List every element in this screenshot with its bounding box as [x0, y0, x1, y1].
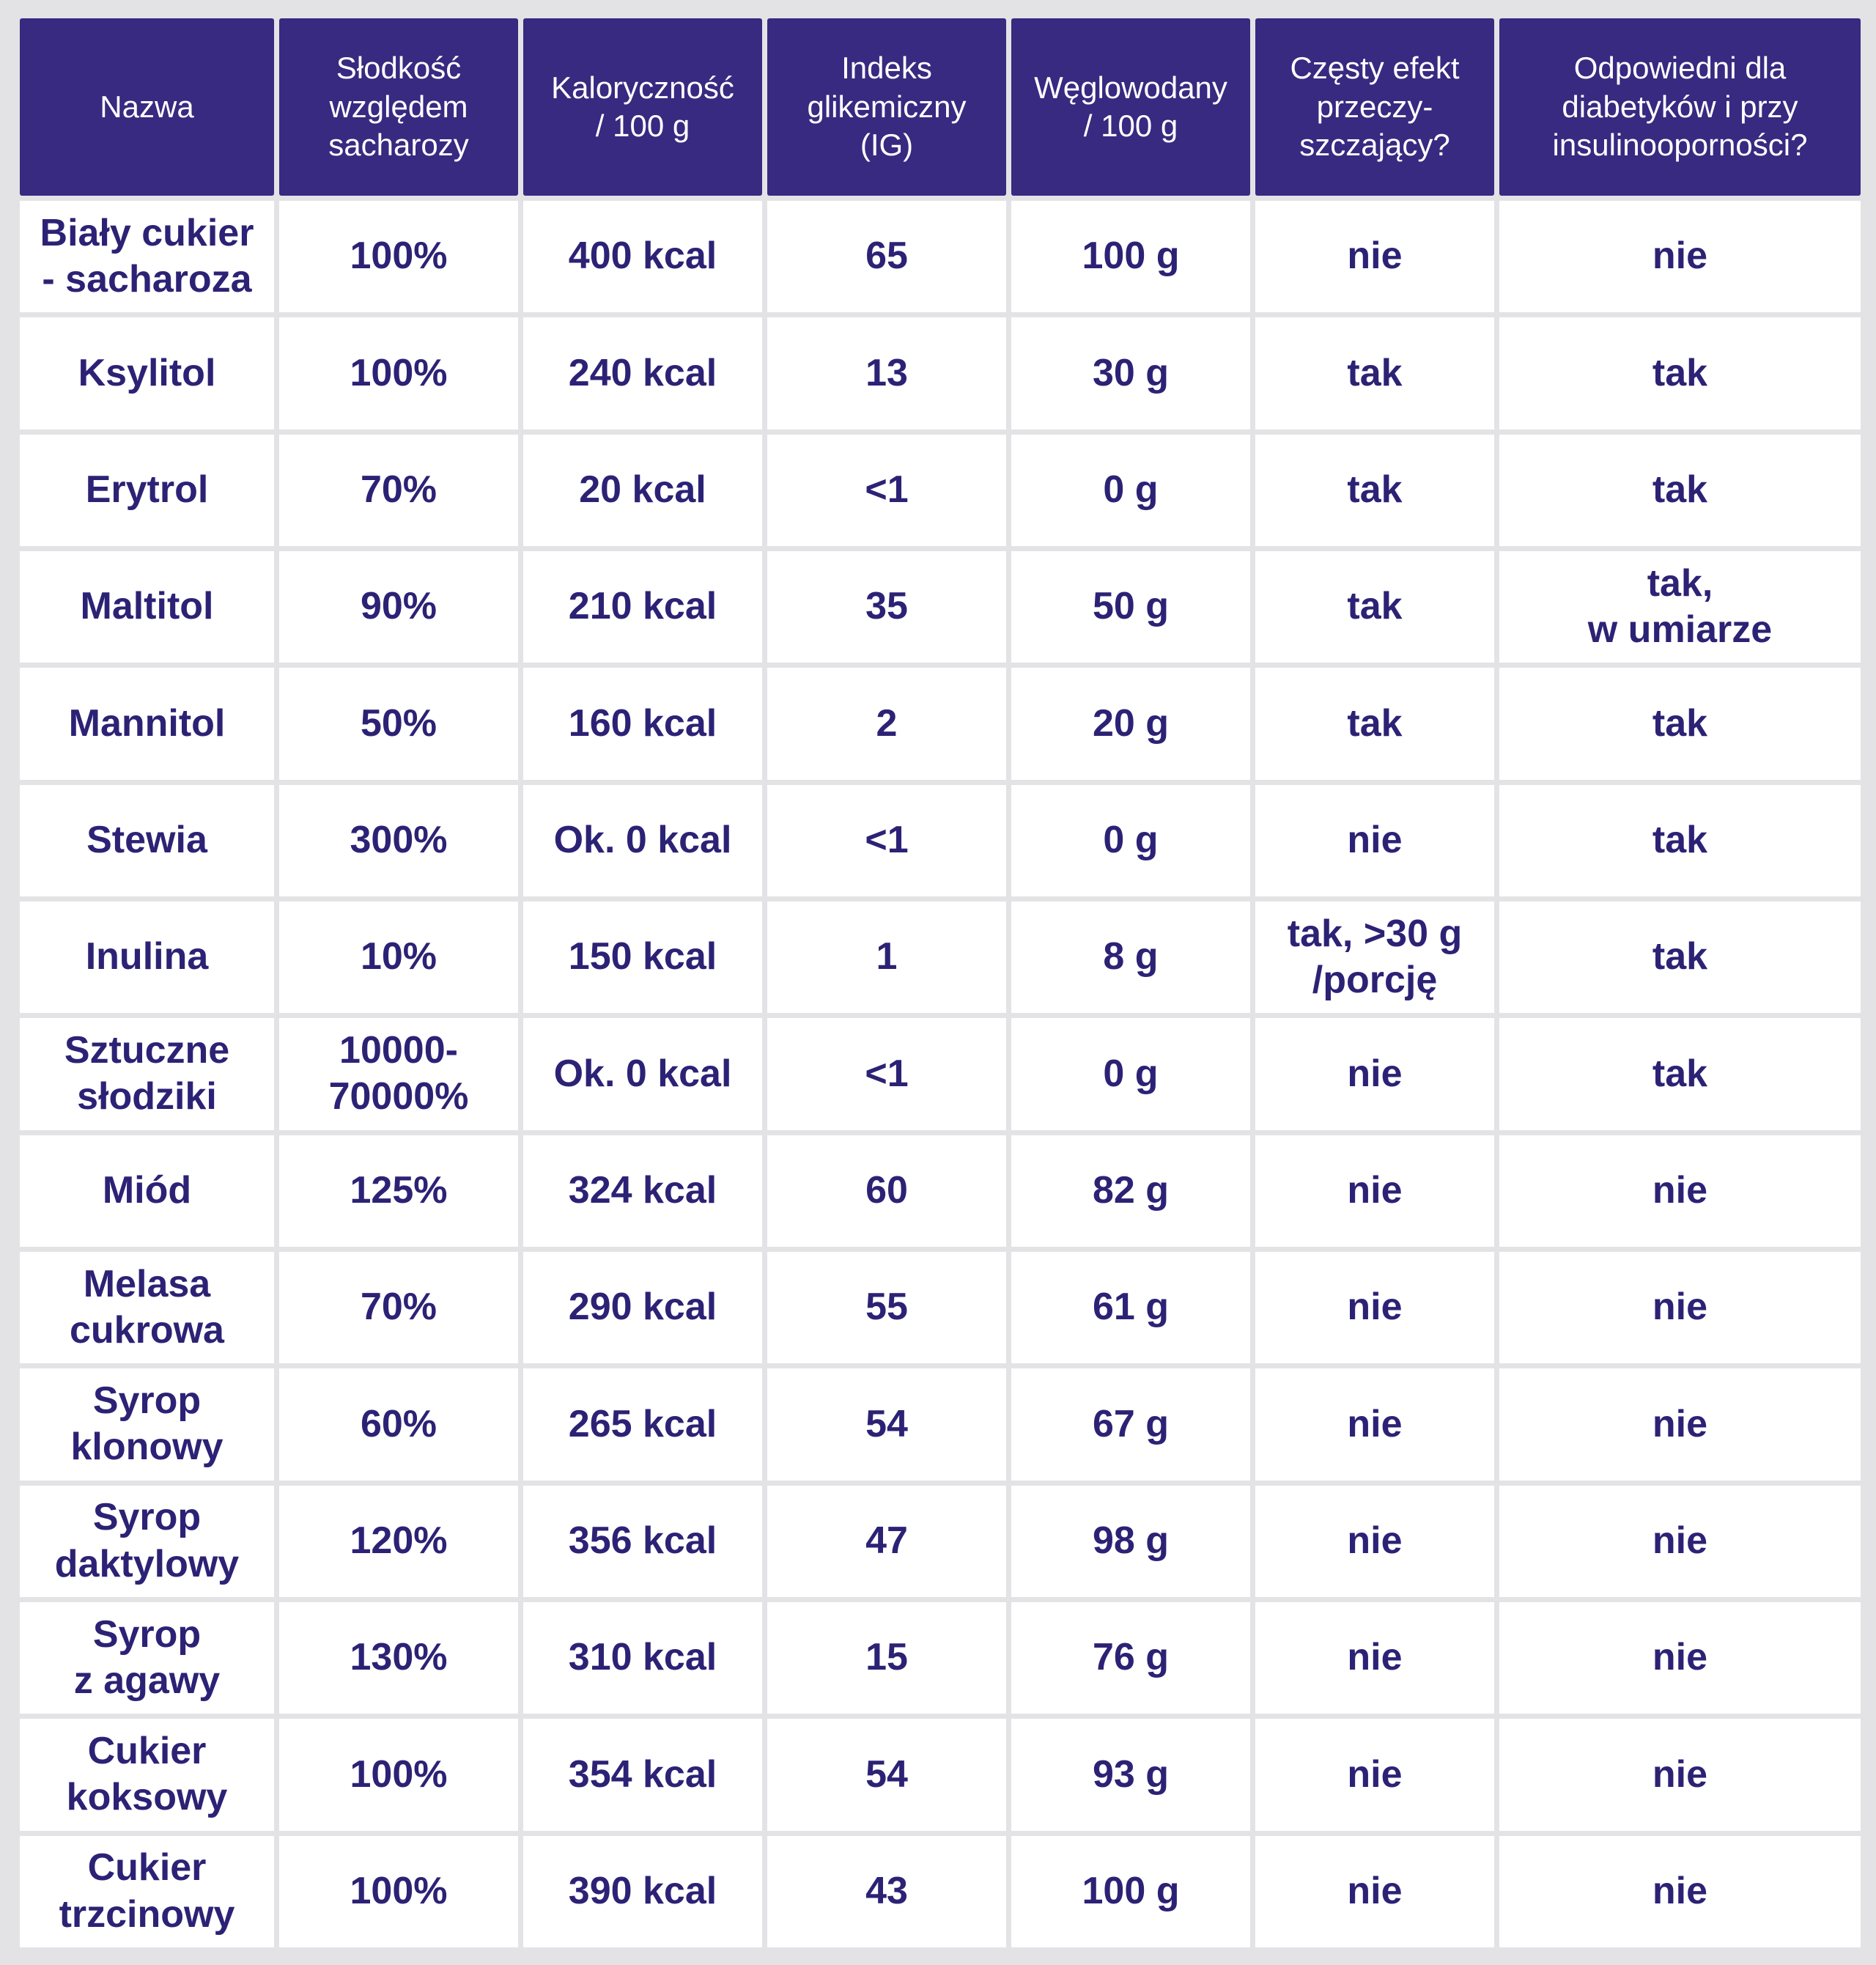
cell-laxative-effect: nie: [1255, 1018, 1494, 1129]
table-row: [20, 317, 1861, 429]
cell-laxative-effect: nie: [1255, 1368, 1494, 1480]
cell-carbohydrates: 98 g: [1011, 1486, 1250, 1597]
cell-carbohydrates: 82 g: [1011, 1135, 1250, 1247]
cell-calories: 160 kcal: [523, 668, 762, 779]
table-row: [20, 1486, 1861, 1597]
cell-name: Inulina: [20, 902, 274, 1013]
cell-name: Melasa cukrowa: [20, 1252, 274, 1363]
cell-sweetness: 125%: [279, 1135, 518, 1247]
column-header-diabetic-suitable: Odpowiedni dla diabetyków i przy insulinooporności?: [1499, 18, 1861, 196]
cell-carbohydrates: 61 g: [1011, 1252, 1250, 1363]
table-row: [20, 902, 1861, 1013]
cell-glycemic-index: <1: [767, 785, 1006, 896]
cell-glycemic-index: 65: [767, 201, 1006, 312]
cell-calories: 265 kcal: [523, 1368, 762, 1480]
cell-diabetic-suitable: nie: [1499, 1252, 1861, 1363]
cell-glycemic-index: 35: [767, 551, 1006, 663]
cell-glycemic-index: <1: [767, 1018, 1006, 1129]
cell-glycemic-index: 54: [767, 1719, 1006, 1830]
table-row: [20, 201, 1861, 312]
table-row: [20, 1135, 1861, 1247]
cell-diabetic-suitable: tak: [1499, 902, 1861, 1013]
table-row: [20, 1252, 1861, 1363]
cell-name: Mannitol: [20, 668, 274, 779]
cell-glycemic-index: 47: [767, 1486, 1006, 1597]
column-header-name: Nazwa: [20, 18, 274, 196]
cell-laxative-effect: nie: [1255, 1602, 1494, 1714]
cell-carbohydrates: 100 g: [1011, 201, 1250, 312]
cell-name: Ksylitol: [20, 317, 274, 429]
cell-carbohydrates: 0 g: [1011, 435, 1250, 546]
cell-laxative-effect: nie: [1255, 1486, 1494, 1597]
cell-diabetic-suitable: nie: [1499, 1836, 1861, 1947]
cell-glycemic-index: 13: [767, 317, 1006, 429]
cell-sweetness: 120%: [279, 1486, 518, 1597]
table-row: [20, 1018, 1861, 1129]
cell-carbohydrates: 20 g: [1011, 668, 1250, 779]
sweetener-comparison-table: [15, 13, 1866, 1953]
cell-diabetic-suitable: tak: [1499, 435, 1861, 546]
cell-carbohydrates: 67 g: [1011, 1368, 1250, 1480]
cell-glycemic-index: 55: [767, 1252, 1006, 1363]
cell-calories: 310 kcal: [523, 1602, 762, 1714]
cell-laxative-effect: nie: [1255, 201, 1494, 312]
table-body: [20, 201, 1861, 1947]
column-header-carbohydrates: Węglowodany / 100 g: [1011, 18, 1250, 196]
cell-laxative-effect: tak: [1255, 551, 1494, 663]
cell-diabetic-suitable: nie: [1499, 1368, 1861, 1480]
cell-calories: 354 kcal: [523, 1719, 762, 1830]
cell-calories: 20 kcal: [523, 435, 762, 546]
cell-name: Cukier koksowy: [20, 1719, 274, 1830]
column-header-laxative-effect: Częsty efekt przeczy- szczający?: [1255, 18, 1494, 196]
cell-glycemic-index: 60: [767, 1135, 1006, 1247]
cell-sweetness: 300%: [279, 785, 518, 896]
cell-name: Erytrol: [20, 435, 274, 546]
cell-glycemic-index: 15: [767, 1602, 1006, 1714]
cell-calories: Ok. 0 kcal: [523, 785, 762, 896]
cell-calories: Ok. 0 kcal: [523, 1018, 762, 1129]
cell-sweetness: 10%: [279, 902, 518, 1013]
cell-glycemic-index: 43: [767, 1836, 1006, 1947]
cell-sweetness: 10000- 70000%: [279, 1018, 518, 1129]
cell-name: Cukier trzcinowy: [20, 1836, 274, 1947]
cell-carbohydrates: 50 g: [1011, 551, 1250, 663]
cell-name: Miód: [20, 1135, 274, 1247]
cell-laxative-effect: tak: [1255, 668, 1494, 779]
cell-name: Stewia: [20, 785, 274, 896]
cell-sweetness: 90%: [279, 551, 518, 663]
cell-diabetic-suitable: tak: [1499, 1018, 1861, 1129]
cell-sweetness: 70%: [279, 435, 518, 546]
cell-sweetness: 130%: [279, 1602, 518, 1714]
cell-calories: 356 kcal: [523, 1486, 762, 1597]
cell-carbohydrates: 93 g: [1011, 1719, 1250, 1830]
cell-calories: 324 kcal: [523, 1135, 762, 1247]
table-row: [20, 1836, 1861, 1947]
cell-diabetic-suitable: nie: [1499, 1602, 1861, 1714]
cell-calories: 150 kcal: [523, 902, 762, 1013]
cell-calories: 390 kcal: [523, 1836, 762, 1947]
table-header: [20, 18, 1861, 196]
cell-diabetic-suitable: tak: [1499, 317, 1861, 429]
table-row: [20, 1602, 1861, 1714]
column-header-sweetness: Słodkość względem sacharozy: [279, 18, 518, 196]
cell-name: Biały cukier - sacharoza: [20, 201, 274, 312]
table-row: [20, 785, 1861, 896]
cell-carbohydrates: 0 g: [1011, 1018, 1250, 1129]
column-header-glycemic-index: Indeks glikemiczny (IG): [767, 18, 1006, 196]
header-row: [20, 18, 1861, 196]
cell-name: Syrop z agawy: [20, 1602, 274, 1714]
cell-diabetic-suitable: nie: [1499, 201, 1861, 312]
cell-laxative-effect: nie: [1255, 785, 1494, 896]
cell-name: Maltitol: [20, 551, 274, 663]
cell-name: Syrop klonowy: [20, 1368, 274, 1480]
cell-diabetic-suitable: tak: [1499, 668, 1861, 779]
cell-sweetness: 100%: [279, 1719, 518, 1830]
cell-diabetic-suitable: nie: [1499, 1135, 1861, 1247]
table-row: [20, 1368, 1861, 1480]
cell-diabetic-suitable: nie: [1499, 1719, 1861, 1830]
cell-laxative-effect: tak, >30 g /porcję: [1255, 902, 1494, 1013]
cell-carbohydrates: 76 g: [1011, 1602, 1250, 1714]
cell-sweetness: 100%: [279, 1836, 518, 1947]
cell-carbohydrates: 100 g: [1011, 1836, 1250, 1947]
cell-laxative-effect: tak: [1255, 317, 1494, 429]
cell-glycemic-index: 2: [767, 668, 1006, 779]
table-row: [20, 1719, 1861, 1830]
cell-laxative-effect: nie: [1255, 1719, 1494, 1830]
cell-name: Sztuczne słodziki: [20, 1018, 274, 1129]
cell-calories: 210 kcal: [523, 551, 762, 663]
cell-calories: 240 kcal: [523, 317, 762, 429]
cell-calories: 290 kcal: [523, 1252, 762, 1363]
cell-sweetness: 60%: [279, 1368, 518, 1480]
cell-carbohydrates: 8 g: [1011, 902, 1250, 1013]
column-header-calories: Kaloryczność / 100 g: [523, 18, 762, 196]
cell-carbohydrates: 30 g: [1011, 317, 1250, 429]
cell-laxative-effect: nie: [1255, 1252, 1494, 1363]
cell-diabetic-suitable: nie: [1499, 1486, 1861, 1597]
cell-diabetic-suitable: tak, w umiarze: [1499, 551, 1861, 663]
cell-laxative-effect: tak: [1255, 435, 1494, 546]
cell-glycemic-index: <1: [767, 435, 1006, 546]
table-row: [20, 435, 1861, 546]
cell-diabetic-suitable: tak: [1499, 785, 1861, 896]
cell-sweetness: 100%: [279, 201, 518, 312]
cell-sweetness: 70%: [279, 1252, 518, 1363]
cell-glycemic-index: 1: [767, 902, 1006, 1013]
cell-name: Syrop daktylowy: [20, 1486, 274, 1597]
cell-glycemic-index: 54: [767, 1368, 1006, 1480]
cell-sweetness: 100%: [279, 317, 518, 429]
cell-calories: 400 kcal: [523, 201, 762, 312]
cell-sweetness: 50%: [279, 668, 518, 779]
table-row: [20, 551, 1861, 663]
cell-carbohydrates: 0 g: [1011, 785, 1250, 896]
table-row: [20, 668, 1861, 779]
cell-laxative-effect: nie: [1255, 1135, 1494, 1247]
cell-laxative-effect: nie: [1255, 1836, 1494, 1947]
